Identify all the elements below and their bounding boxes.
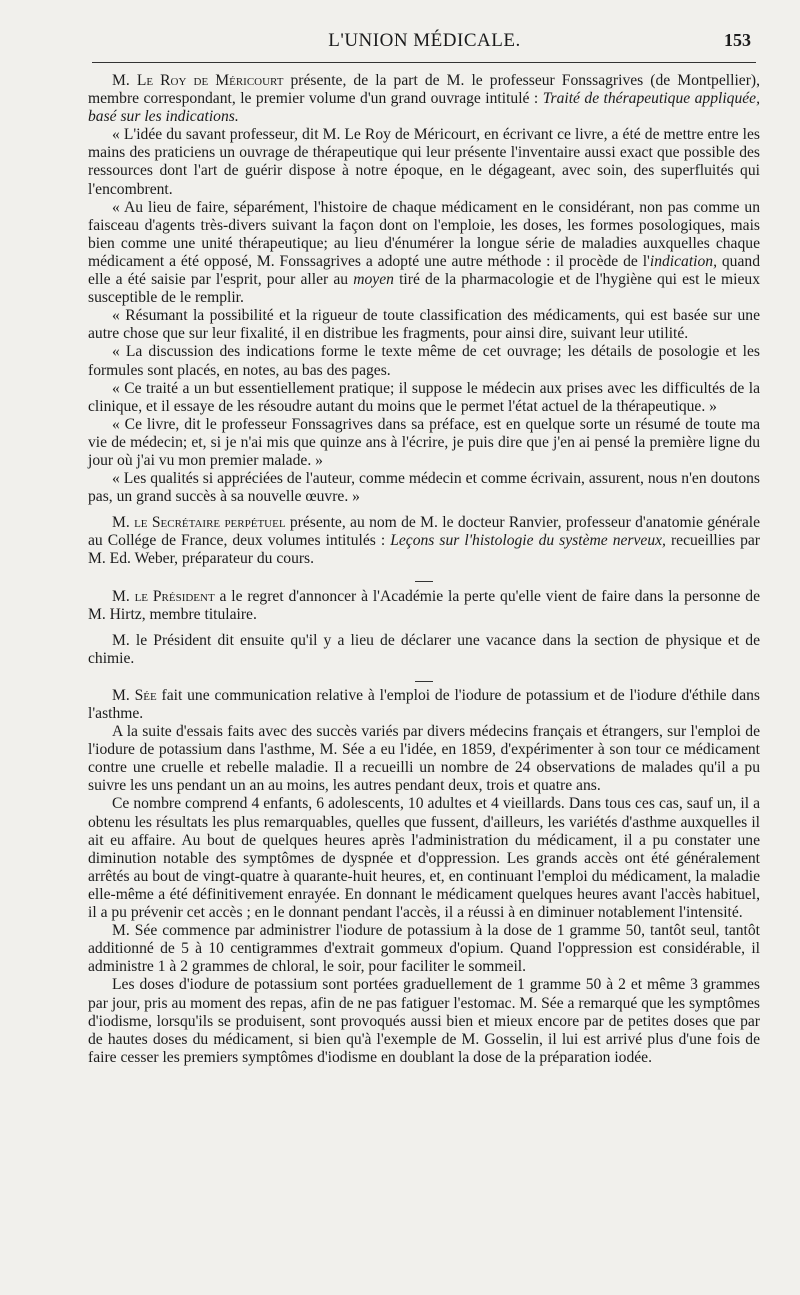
paragraph: Ce nombre comprend 4 enfants, 6 adolescents, 10 adultes et 4 vieillards. Dans tous ces cas, sauf un, il a obtenu les résultats les plus remarquables, quelles que fussent, d'ailleurs, les variétés d'asthme auxquelles il ait eu affaire. Au bout de quelques heures après l'administration du médicament, il a pu constater une diminution notable des symptômes de dyspnée et d'oppression. Les grands accès ont été généralement arrêtés au bout de vingt-quatre à quarante-huit heures, et, en continuant l'emploi du médicament, la maladie elle-même a été définitivement enrayée. En donnant le médicament quelques heures avant l'accès habituel, il a pu prévenir cet accès ; en le donnant pendant l'accès, il a réussi à en diminuer notablement l'intensité. bbox=[88, 795, 760, 922]
paragraph: M. Sée commence par administrer l'iodure de potassium à la dose de 1 gramme 50, tantôt seul, tantôt additionné de 5 à 10 centigrammes d'extrait gommeux d'opium. Quand l'oppression est considérable, il administre 1 à 2 grammes de chloral, le soir, pour faciliter le sommeil. bbox=[88, 922, 760, 976]
paragraph: « Ce traité a un but essentiellement pratique; il suppose le médecin aux prises avec les difficultés de la clinique, et il essaye de les résoudre autant du moins que le permet l'état actuel de la thérapeutique. » bbox=[88, 379, 760, 415]
paragraph: M. le Président dit ensuite qu'il y a lieu de déclarer une vacance dans la section de physique et de chimie. bbox=[88, 631, 760, 667]
section-separator bbox=[88, 573, 760, 585]
paragraph: « Au lieu de faire, séparément, l'histoire de chaque médicament en le considérant, non pas comme un faisceau d'agents très-divers suivant la façon dont on l'emploie, les doses, les formes posologiques, mais bien comme une unité thérapeutique; au lieu d'énumérer la longue série de maladies auxquelles chaque médicament a été opposé, M. Fonssagrives a adopté une autre méthode : il procède de l'indication, quand elle a été saisie par l'esprit, pour aller au moyen tiré de la pharmacologie et de l'hygiène qui est le mieux susceptible de le remplir. bbox=[88, 198, 760, 307]
speaker-name: M. le Président bbox=[112, 587, 215, 605]
paragraph: M. le Président a le regret d'annoncer à l'Académie la perte qu'elle vient de faire dans la personne de M. Hirtz, membre titulaire. bbox=[88, 587, 760, 623]
section-separator bbox=[88, 672, 760, 684]
speaker-name: M. Sée bbox=[112, 686, 157, 704]
paragraph: M. le Secrétaire perpétuel présente, au nom de M. le docteur Ranvier, professeur d'anatomie générale au Collége de France, deux volumes intitulés : Leçons sur l'histologie du système nerveux, recueillies par M. Ed. Weber, préparateur du cours. bbox=[88, 514, 760, 568]
article-body bbox=[88, 72, 760, 1067]
paragraph: Les doses d'iodure de potassium sont portées graduellement de 1 gramme 50 à 2 et même 3 grammes par jour, pris au moment des repas, afin de ne pas fatiguer l'estomac. M. Sée a remarqué que les symptômes d'iodisme, lorsqu'ils se produisent, sont provoqués aussi bien et mieux encore par de petites doses que par de hautes doses du médicament, si bien qu'à l'exemple de M. Gosselin, il lui est arrivé plus d'une fois de faire cesser les premiers symptômes d'iodisme en doublant la dose de la préparation iodée. bbox=[88, 976, 760, 1066]
book-title: Leçons sur l'histologie du système nerveux, bbox=[390, 532, 666, 550]
paragraph: « Les qualités si appréciées de l'auteur, comme médecin et comme écrivain, assurent, nous n'en doutons pas, un grand succès à sa nouvelle œuvre. » bbox=[88, 470, 760, 506]
header-rule bbox=[92, 62, 756, 63]
paragraph: « Ce livre, dit le professeur Fonssagrives dans sa préface, est en quelque sorte un résumé de toute ma vie de médecin; et, si je n'ai mis que quinze ans à l'écrire, je puis dire que j'en ai pensé la première ligne du jour où j'ai vu mon premier malade. » bbox=[88, 415, 760, 469]
paragraph: A la suite d'essais faits avec des succès variés par divers médecins français et étrangers, sur l'emploi de l'iodure de potassium dans l'asthme, M. Sée a eu l'idée, en 1859, d'expérimenter à son tour ce médicament contre une cruelle et rebelle maladie. Il a recueilli un nombre de 24 observations de malades qu'il a pu suivre les uns pendant un an au moins, les autres pendant deux, trois et quatre ans. bbox=[88, 723, 760, 795]
page-number: 153 bbox=[724, 30, 751, 50]
book-title: Traité de thérapeutique appliquée, basé sur les indications. bbox=[88, 90, 760, 126]
paragraph: « L'idée du savant professeur, dit M. Le Roy de Méricourt, en écrivant ce livre, a été de mettre entre les mains des praticiens un ouvrage de thérapeutique qui leur présente l'inventaire aussi exact que possible des ressources dont l'art de guérir dispose à notre époque, en le dégageant, avec soin, des superfluités qui l'encombrent. bbox=[88, 126, 760, 198]
paragraph: « Résumant la possibilité et la rigueur de toute classification des médicaments, qui est basée sur une autre chose que sur leur fixalité, il en distribue les fragments, pour ainsi dire, suivant leur utilité. bbox=[88, 307, 760, 343]
paragraph: M. Le Roy de Méricourt présente, de la part de M. le professeur Fonssagrives (de Montpellier), membre correspondant, le premier volume d'un grand ouvrage intitulé : Traité de thérapeutique appliquée, basé sur les indications. bbox=[88, 72, 760, 126]
speaker-name: M. le Secrétaire perpétuel bbox=[112, 514, 286, 532]
speaker-name: M. Le Roy de Méricourt bbox=[112, 72, 284, 89]
paragraph: M. Sée fait une communication relative à l'emploi de l'iodure de potassium et de l'iodure d'éthile dans l'asthme. bbox=[88, 686, 760, 722]
journal-title: L'UNION MÉDICALE. bbox=[328, 30, 521, 51]
running-header bbox=[92, 28, 757, 56]
paragraph: « La discussion des indications forme le texte même de cet ouvrage; les détails de posologie et les formules sont placés, en notes, au bas des pages. bbox=[88, 343, 760, 379]
